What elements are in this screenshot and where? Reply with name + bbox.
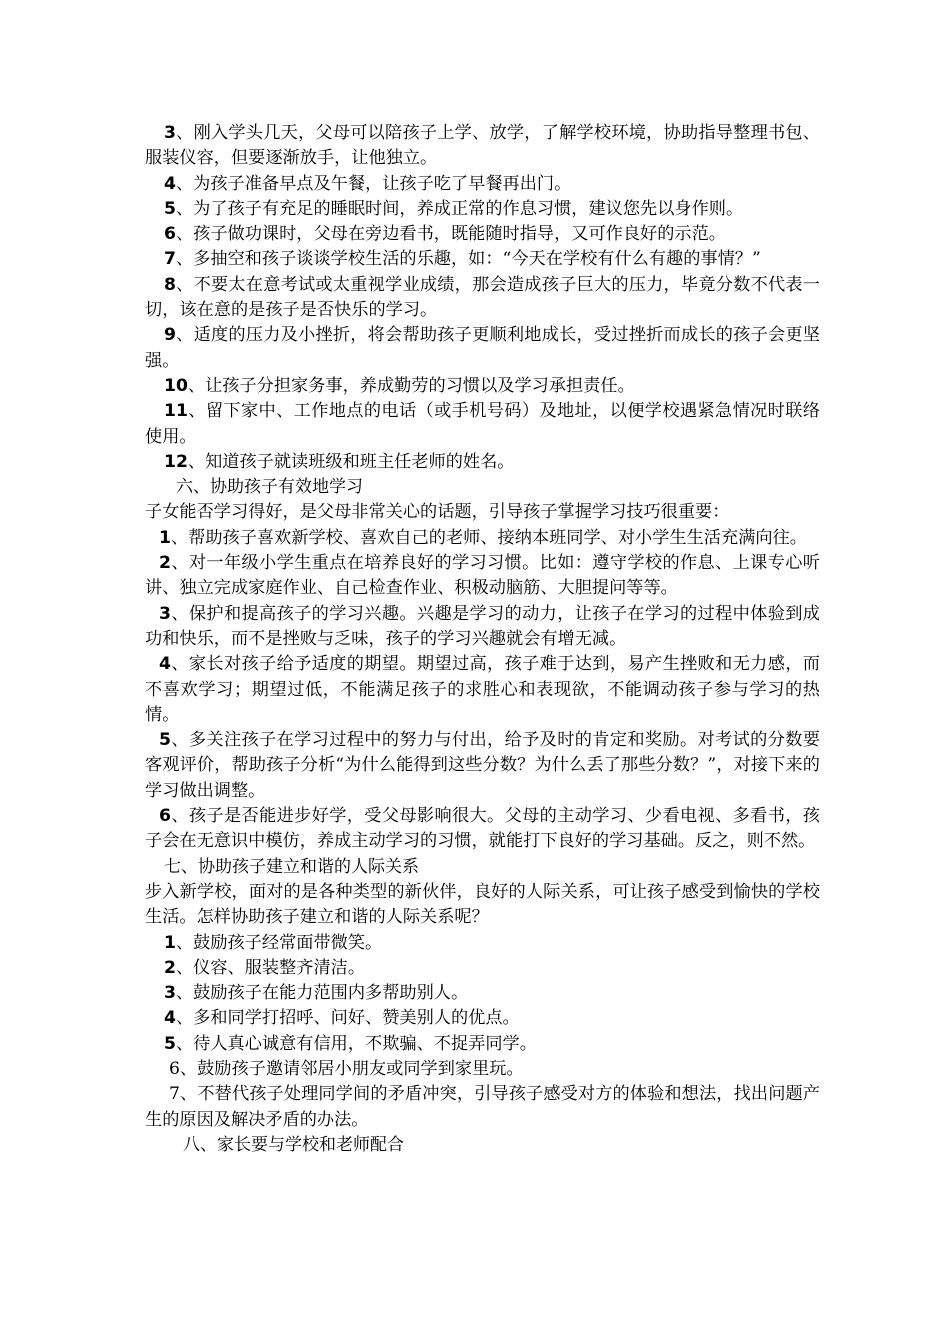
list-item: 2、仪容、服装整齐清洁。 [164,957,366,978]
list-item: 5、多关注孩子在学习过程中的努力与付出，给予及时的肯定和奖励。对考试的分数要客观评价，帮助孩子分析“为什么能得到这些分数？为什么丢了那些分数？”，对接下来的学习做出调整。 [145,730,820,801]
section-heading: 八、家长要与学校和老师配合 [183,1134,404,1155]
list-item: 12、知道孩子就读班级和班主任老师的姓名。 [164,451,515,472]
list-item: 10、让孩子分担家务事，养成勤劳的习惯以及学习承担责任。 [164,375,635,396]
list-item: 4、家长对孩子给予适度的期望。期望过高，孩子难于达到，易产生挫败和无力感，而不喜欢学习；期望过低，不能满足孩子的求胜心和表现欲，不能调动孩子参与学习的热情。 [145,654,820,725]
list-item: 6、鼓励孩子邀请邻居小朋友或同学到家里玩。 [169,1058,524,1079]
list-item: 7、多抽空和孩子谈谈学校生活的乐趣，如：“今天在学校有什么有趣的事情？” [164,249,761,270]
list-item: 1、鼓励孩子经常面带微笑。 [164,932,383,953]
list-item: 9、适度的压力及小挫折，将会帮助孩子更顺利地成长，受过挫折而成长的孩子会更坚强。 [145,325,820,371]
list-item: 7、不替代孩子处理同学间的矛盾冲突，引导孩子感受对方的体验和想法，找出问题产生的原因及解决矛盾的办法。 [145,1084,820,1130]
list-item: 3、鼓励孩子在能力范围内多帮助别人。 [164,983,469,1004]
list-item: 6、孩子做功课时，父母在旁边看书，既能随时指导，又可作良好的示范。 [164,224,726,245]
list-item: 6、孩子是否能进步好学，受父母影响很大。父母的主动学习、少看电视、多看书，孩子会在无意识中模仿，养成主动学习的习惯，就能打下良好的学习基础。反之，则不然。 [145,806,820,852]
list-item: 5、待人真心诚意有信用，不欺骗、不捉弄同学。 [164,1033,537,1054]
list-item: 1、帮助孩子喜欢新学校、喜欢自己的老师、接纳本班同学、对小学生生活充满向往。 [159,527,807,548]
section-heading: 六、协助孩子有效地学习 [176,477,363,498]
list-item: 11、留下家中、工作地点的电话（或手机号码）及地址，以便学校遇紧急情况时联络使用。 [145,401,820,447]
list-item: 5、为了孩子有充足的睡眠时间，养成正常的作息习惯，建议您先以身作则。 [164,198,744,219]
section-heading: 七、协助孩子建立和谐的人际关系 [164,856,419,877]
list-item: 3、保护和提高孩子的学习兴趣。兴趣是学习的动力，让孩子在学习的过程中体验到成功和快乐，而不是挫败与乏味，孩子的学习兴趣就会有增无减。 [145,603,820,649]
section-intro: 子女能否学习得好，是父母非常关心的话题，引导孩子掌握学习技巧很重要： [145,502,730,523]
list-item: 8、不要太在意考试或太重视学业成绩，那会造成孩子巨大的压力，毕竟分数不代表一切，该在意的是孩子是否快乐的学习。 [145,274,820,321]
list-item: 4、多和同学打招呼、问好、赞美别人的优点。 [164,1008,520,1029]
document-page [145,121,820,1158]
section-intro: 步入新学校，面对的是各种类型的新伙伴，良好的人际关系，可让孩子感受到愉快的学校生活。怎样协助孩子建立和谐的人际关系呢？ [145,881,820,928]
list-item: 3、刚入学头几天，父母可以陪孩子上学、放学，了解学校环境，协助指导整理书包、服装仪容，但要逐渐放手，让他独立。 [145,123,820,169]
list-item: 2、对一年级小学生重点在培养良好的学习习惯。比如：遵守学校的作息、上课专心听讲、独立完成家庭作业、自己检查作业、积极动脑筋、大胆提问等等。 [145,553,820,599]
list-item: 4、为孩子准备早点及午餐，让孩子吃了早餐再出门。 [164,173,572,194]
